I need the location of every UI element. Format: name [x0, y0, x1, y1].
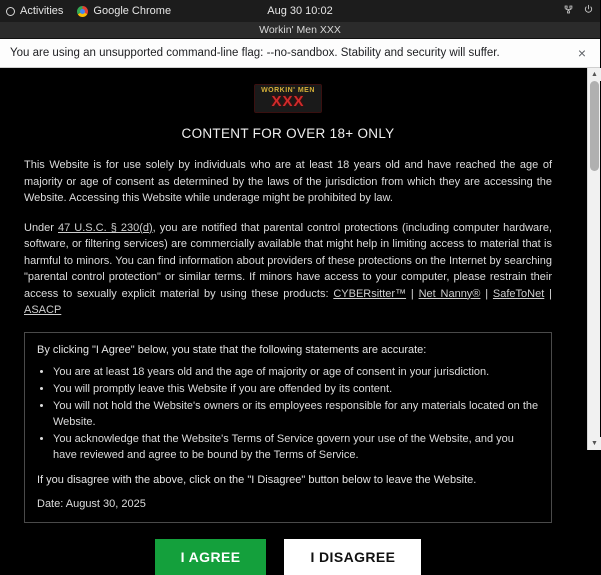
- sep-3: |: [544, 287, 552, 300]
- clock[interactable]: Aug 30 10:02: [267, 5, 333, 17]
- activities-icon: [6, 7, 15, 16]
- age-requirement-paragraph: This Website is for use solely by individuals who are at least 18 years old and have reached the age of majority or age of consent as determined by the laws of the jurisdiction from which they are accessing the Website. Accessing this Website while underage might be prohibited by law.: [24, 159, 552, 204]
- close-icon[interactable]: ×: [577, 45, 586, 61]
- logo-top-text: WORKIN' MEN: [261, 87, 315, 94]
- page-scrollbar[interactable]: [587, 68, 600, 450]
- agreement-bullet-list: [53, 365, 539, 464]
- logo-badge: [254, 84, 322, 113]
- chrome-icon: [77, 6, 88, 17]
- usc-230d-link[interactable]: 47 U.S.C. § 230(d): [58, 221, 153, 234]
- window-title-bar: [0, 22, 600, 39]
- page-content: [0, 68, 600, 565]
- list-item: • You will promptly leave this Website if you are offended by its content.: [53, 382, 539, 398]
- sep-1: |: [406, 287, 419, 300]
- agreement-box: [24, 332, 552, 524]
- activities-label: Activities: [20, 5, 64, 17]
- top-bar-right: [563, 4, 594, 18]
- network-icon[interactable]: [563, 4, 574, 18]
- list-item: • You will not hold the Website's owners or its employees responsible for any materials located on the Website.: [53, 399, 539, 431]
- age-verification-panel: [0, 68, 576, 575]
- site-logo[interactable]: [24, 78, 552, 115]
- safetonet-link[interactable]: SafeToNet: [492, 287, 545, 300]
- disagree-button[interactable]: I DISAGREE: [284, 539, 421, 575]
- infobar-message: You are using an unsupported command-line flag: --no-sandbox. Stability and security will suffer.: [10, 47, 500, 59]
- scrollbar-thumb[interactable]: [590, 81, 599, 171]
- power-icon[interactable]: [583, 4, 594, 18]
- app-indicator-chrome[interactable]: [77, 5, 171, 17]
- parental-controls-paragraph: [24, 220, 552, 319]
- sep-2: |: [480, 287, 493, 300]
- agreement-intro: By clicking "I Agree" below, you state that the following statements are accurate:: [37, 343, 427, 356]
- list-item: • You are at least 18 years old and the age of majority or age of consent in your jurisdiction.: [53, 365, 539, 381]
- command-line-flag-infobar: [0, 39, 600, 68]
- disagree-instruction: If you disagree with the above, click on the "I Disagree" button below to leave the Website.: [37, 474, 477, 487]
- logo-bottom-text: XXX: [271, 93, 305, 110]
- scroll-down-arrow-icon[interactable]: ▼: [588, 437, 601, 450]
- system-top-bar: [0, 0, 600, 22]
- asacp-link[interactable]: ASACP: [24, 304, 62, 316]
- top-bar-left: [6, 5, 171, 17]
- agreement-button-row: [24, 539, 552, 575]
- paragraph2-pre: Under: [24, 221, 58, 234]
- netnanny-link[interactable]: Net Nanny®: [418, 287, 481, 300]
- agree-button[interactable]: I AGREE: [155, 539, 267, 575]
- list-item: • You acknowledge that the Website's Terms of Service govern your use of the Website, and you have reviewed and agree to be bound by the Terms of Service.: [53, 432, 539, 464]
- cybersitter-link[interactable]: CYBERsitter™: [333, 287, 407, 300]
- agreement-date: Date: August 30, 2025: [37, 498, 146, 510]
- paragraph2-mid: , you are notified that parental control protections (including computer hardware, software, or filtering services) are commercially available that might help in limiting access to material that is harmful to minors. You can find information about providers of these protections on the Internet by searching "parental control protection" or similar terms. If minors have access to your computer, please restrain their access to sexually explicit material by using these products:: [24, 221, 552, 300]
- scroll-up-arrow-icon[interactable]: ▲: [588, 68, 601, 81]
- page-title: CONTENT FOR OVER 18+ ONLY: [181, 126, 395, 141]
- activities-button[interactable]: [6, 5, 63, 17]
- app-indicator-label: Google Chrome: [93, 5, 172, 17]
- window-title: Workin' Men XXX: [259, 24, 341, 36]
